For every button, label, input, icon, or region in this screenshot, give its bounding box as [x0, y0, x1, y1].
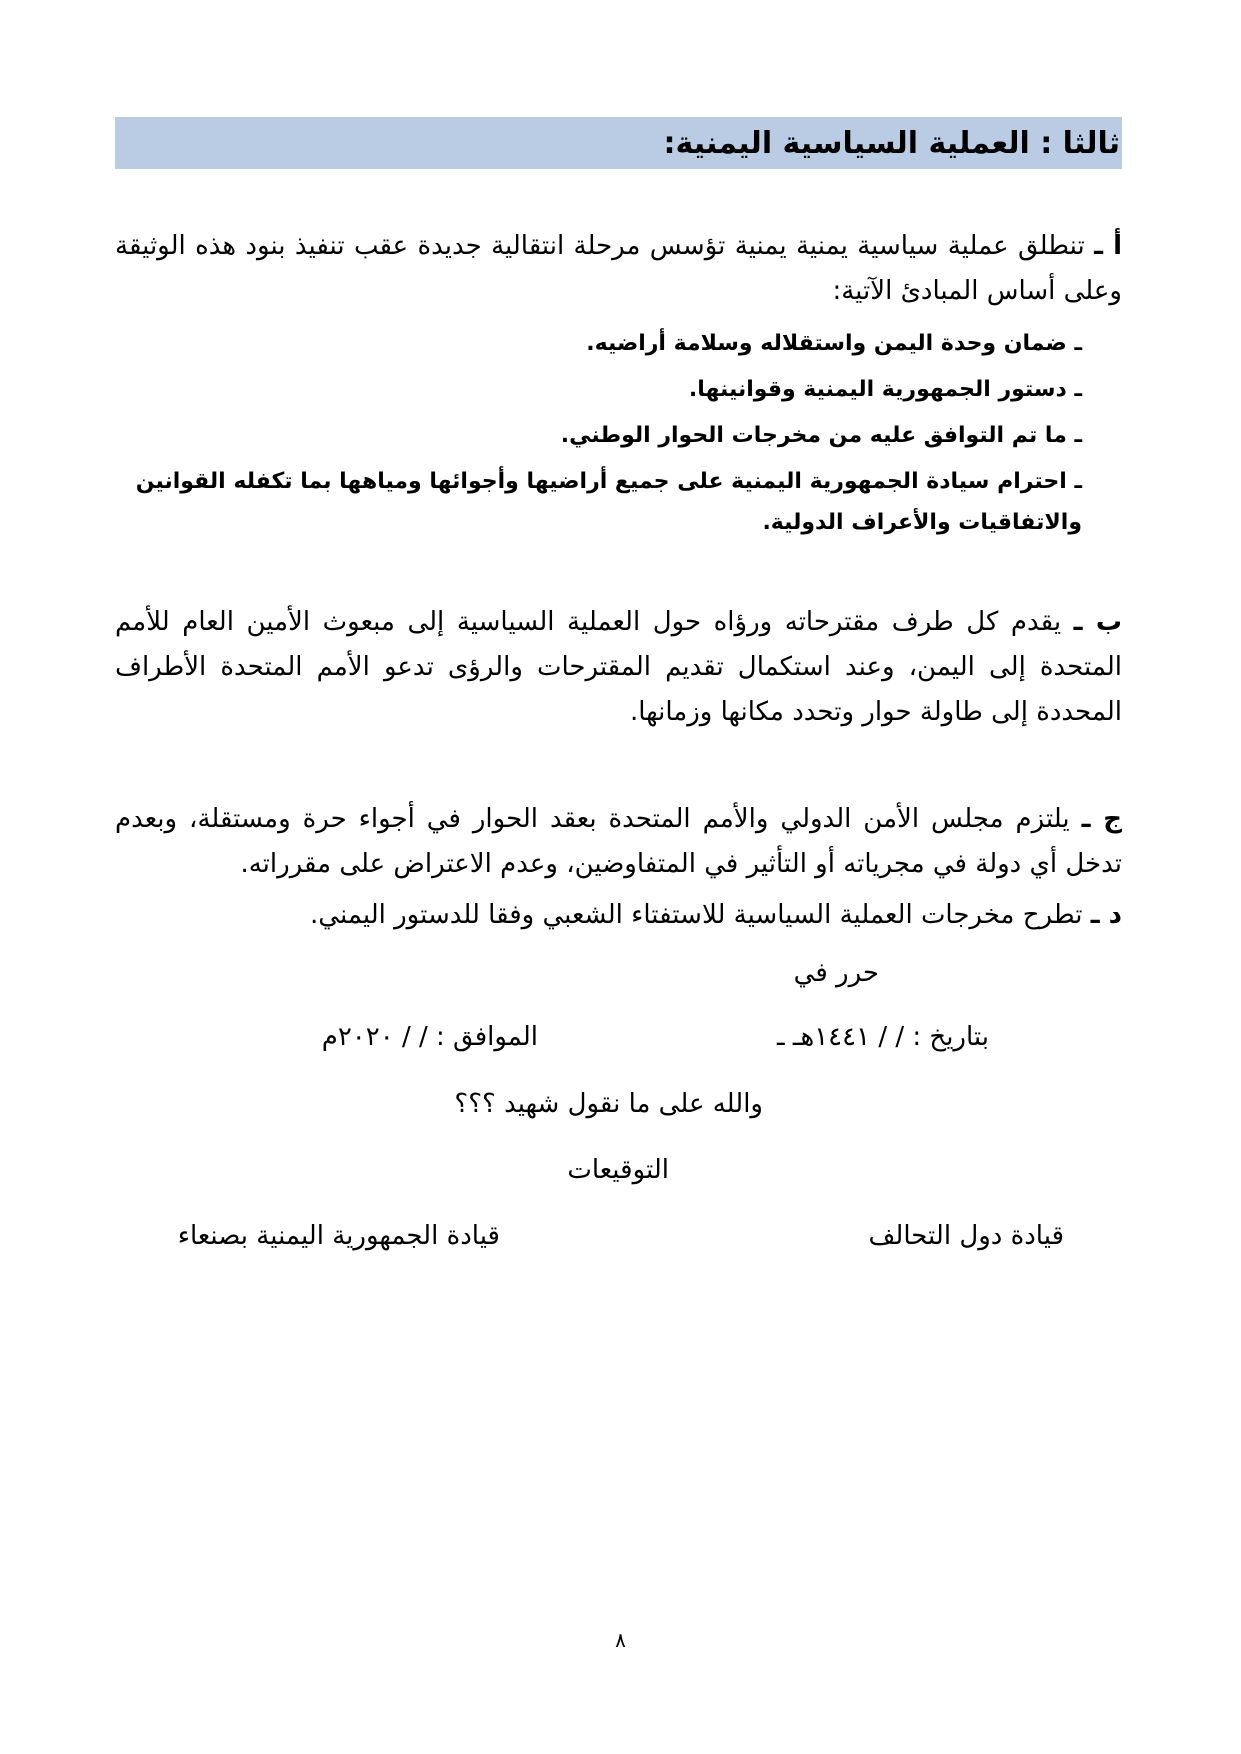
signatures-label: التوقيعات [567, 1155, 669, 1185]
principles-list [115, 323, 1120, 548]
date-hijri: بتاريخ : / / ١٤٤١هـ ـ [777, 1022, 989, 1052]
page-number: ٨ [615, 1628, 626, 1652]
section-heading-band [115, 117, 1122, 169]
principle-item: ـ احترام سيادة الجمهورية اليمنية على جميع أراضيها وأجوائها ومياهها بما تكفله القوانين والاتفاقيات والأعراف الدولية. [135, 469, 1082, 535]
oath-line: والله على ما نقول شهيد ؟؟؟ [454, 1089, 763, 1119]
signatory-yemen-sanaa: قيادة الجمهورية اليمنية بصنعاء [177, 1221, 500, 1251]
paragraph-d-marker: د ـ [1090, 900, 1122, 930]
principle-item: ـ ما تم التوافق عليه من مخرجات الحوار الوطني. [560, 423, 1082, 448]
paragraph-b [115, 600, 1122, 735]
date-gregorian: الموافق : / / ٢٠٢٠م [321, 1022, 538, 1052]
paragraph-a-text: تنطلق عملية سياسية يمنية يمنية تؤسس مرحلة انتقالية جديدة عقب تنفيذ بنود هذه الوثيقة وعلى أساس المبادئ الآتية: [115, 231, 1122, 306]
principle-item: ـ ضمان وحدة اليمن واستقلاله وسلامة أراضيه. [586, 331, 1082, 356]
paragraph-d-text: تطرح مخرجات العملية السياسية للاستفتاء الشعبي وفقا للدستور اليمني. [310, 900, 1083, 930]
paragraph-b-marker: ب ـ [1073, 607, 1122, 637]
paragraph-a-marker: أ ـ [1094, 231, 1123, 261]
paragraph-c [115, 797, 1122, 887]
section-title: ثالثا : العملية السياسية اليمنية: [663, 125, 1120, 161]
issued-at-label: حرر في [793, 958, 879, 988]
paragraph-b-text: يقدم كل طرف مقترحاته ورؤاه حول العملية السياسية إلى مبعوث الأمين العام للأمم المتحدة إلى اليمن، وعند استكمال تقديم المقترحات والرؤى تدعو الأمم المتحدة الأطراف المحددة إلى طاولة حوار وتحدد مكانها وزمانها. [115, 607, 1122, 727]
principle-item: ـ دستور الجمهورية اليمنية وقوانينها. [688, 377, 1082, 402]
paragraph-a [115, 224, 1122, 314]
paragraph-d [115, 893, 1122, 938]
paragraph-c-text: يلتزم مجلس الأمن الدولي والأمم المتحدة بعقد الحوار في أجواء حرة ومستقلة، وبعدم تدخل أي دولة في مجرياته أو التأثير في المتفاوضين، وعدم الاعتراض على مقرراته. [115, 804, 1122, 879]
paragraph-c-marker: ج ـ [1081, 804, 1122, 834]
signatory-coalition: قيادة دول التحالف [868, 1221, 1064, 1251]
